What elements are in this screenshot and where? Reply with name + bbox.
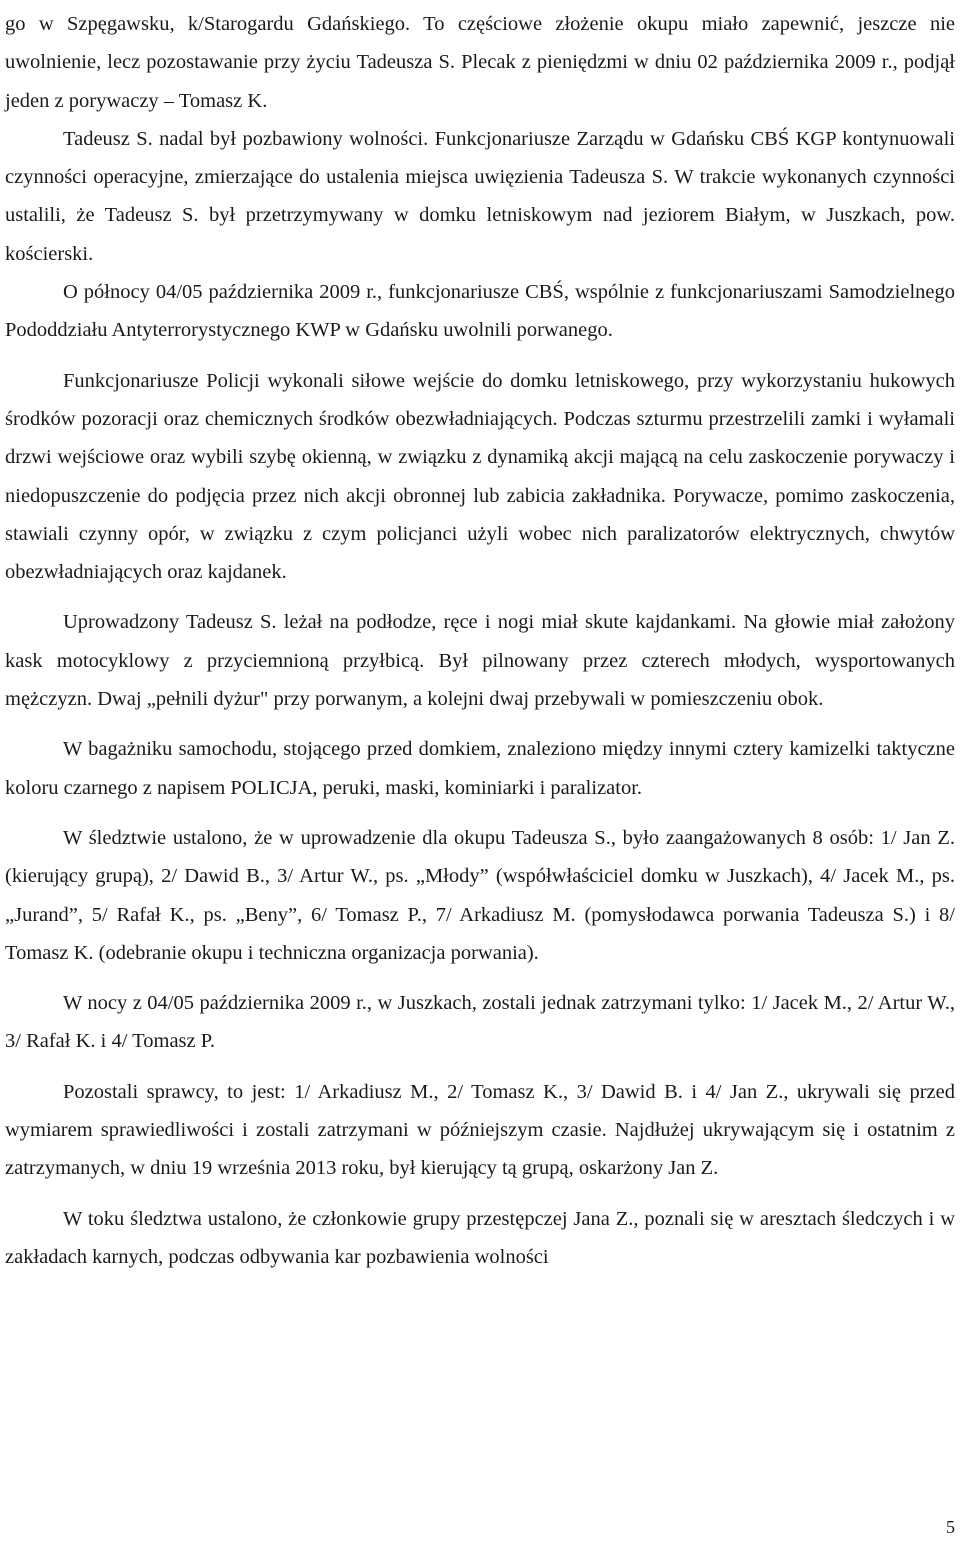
paragraph-4: Funkcjonariusze Policji wykonali siłowe wejście do domku letniskowego, przy wykorzystaniu hukowych środków pozoracji oraz chemicznych środków obezwładniających. Podczas szturmu przestrzelili zamki i wyłamali drzwi wejściowe oraz wybili szybę okienną, w związku z dynamiką akcji mającą na celu zaskoczenie porywaczy i niedopuszczenie do podjęcia przez nich akcji obronnej lub zabicia zakładnika. Porywacze, pomimo zaskoczenia, stawiali czynny opór, w związku z czym policjanci użyli wobec nich paralizatorów elektrycznych, chwytów obezwładniających oraz kajdanek. bbox=[5, 369, 955, 584]
page-number: 5 bbox=[946, 1517, 955, 1537]
paragraph-3: O północy 04/05 października 2009 r., funkcjonariusze CBŚ, wspólnie z funkcjonariuszami Samodzielnego Pododdziału Antyterrorystycznego KWP w Gdańsku uwolnili porwanego. bbox=[5, 281, 955, 342]
paragraph-6: W bagażniku samochodu, stojącego przed domkiem, znaleziono między innymi cztery kamizelki taktyczne koloru czarnego z napisem POLICJA, peruki, maski, kominiarki i paralizator. bbox=[5, 738, 955, 799]
paragraph-5: Uprowadzony Tadeusz S. leżał na podłodze, ręce i nogi miał skute kajdankami. Na głowie miał założony kask motocyklowy z przyciemnioną przyłbicą. Był pilnowany przez czterech młodych, wysportowanych mężczyzn. Dwaj „pełnili dyżur" przy porwanym, a kolejni dwaj przebywali w pomieszczeniu obok. bbox=[5, 611, 955, 711]
paragraph-1: go w Szpęgawsku, k/Starogardu Gdańskiego. To częściowe złożenie okupu miało zapewnić, jeszcze nie uwolnienie, lecz pozostawanie przy życiu Tadeusza S. Plecak z pieniędzmi w dniu 02 października 2009 r., podjął jeden z porywaczy – Tomasz K. bbox=[5, 13, 955, 112]
paragraph-2: Tadeusz S. nadal był pozbawiony wolności. Funkcjonariusze Zarządu w Gdańsku CBŚ KGP kontynuowali czynności operacyjne, zmierzające do ustalenia miejsca uwięzienia Tadeusza S. W trakcie wykonanych czynności ustalili, że Tadeusz S. był przetrzymywany w domku letniskowym nad jeziorem Białym, w Juszkach, pow. kościerski. bbox=[5, 127, 955, 265]
document-page bbox=[5, 0, 955, 1276]
paragraph-10: W toku śledztwa ustalono, że członkowie grupy przestępczej Jana Z., poznali się w aresztach śledczych i w zakładach karnych, podczas odbywania kar pozbawienia wolności bbox=[5, 1207, 955, 1268]
paragraph-7: W śledztwie ustalono, że w uprowadzenie dla okupu Tadeusza S., było zaangażowanych 8 osób: 1/ Jan Z. (kierujący grupą), 2/ Dawid B., 3/ Artur W., ps. „Młody” (współwłaściciel domku w Juszkach), 4/ Jacek M., ps. „Jurand”, 5/ Rafał K., ps. „Beny”, 6/ Tomasz P., 7/ Arkadiusz M. (pomysłodawca porwania Tadeusza S.) i 8/ Tomasz K. (odebranie okupu i techniczna organizacja porwania). bbox=[5, 826, 955, 964]
paragraph-9: Pozostali sprawcy, to jest: 1/ Arkadiusz M., 2/ Tomasz K., 3/ Dawid B. i 4/ Jan Z., ukrywali się przed wymiarem sprawiedliwości i zostali zatrzymani w późniejszym czasie. Najdłużej ukrywającym się i ostatnim z zatrzymanych, w dniu 19 września 2013 roku, był kierujący tą grupą, oskarżony Jan Z. bbox=[5, 1080, 955, 1180]
paragraph-8: W nocy z 04/05 października 2009 r., w Juszkach, zostali jednak zatrzymani tylko: 1/ Jacek M., 2/ Artur W., 3/ Rafał K. i 4/ Tomasz P. bbox=[5, 992, 955, 1053]
